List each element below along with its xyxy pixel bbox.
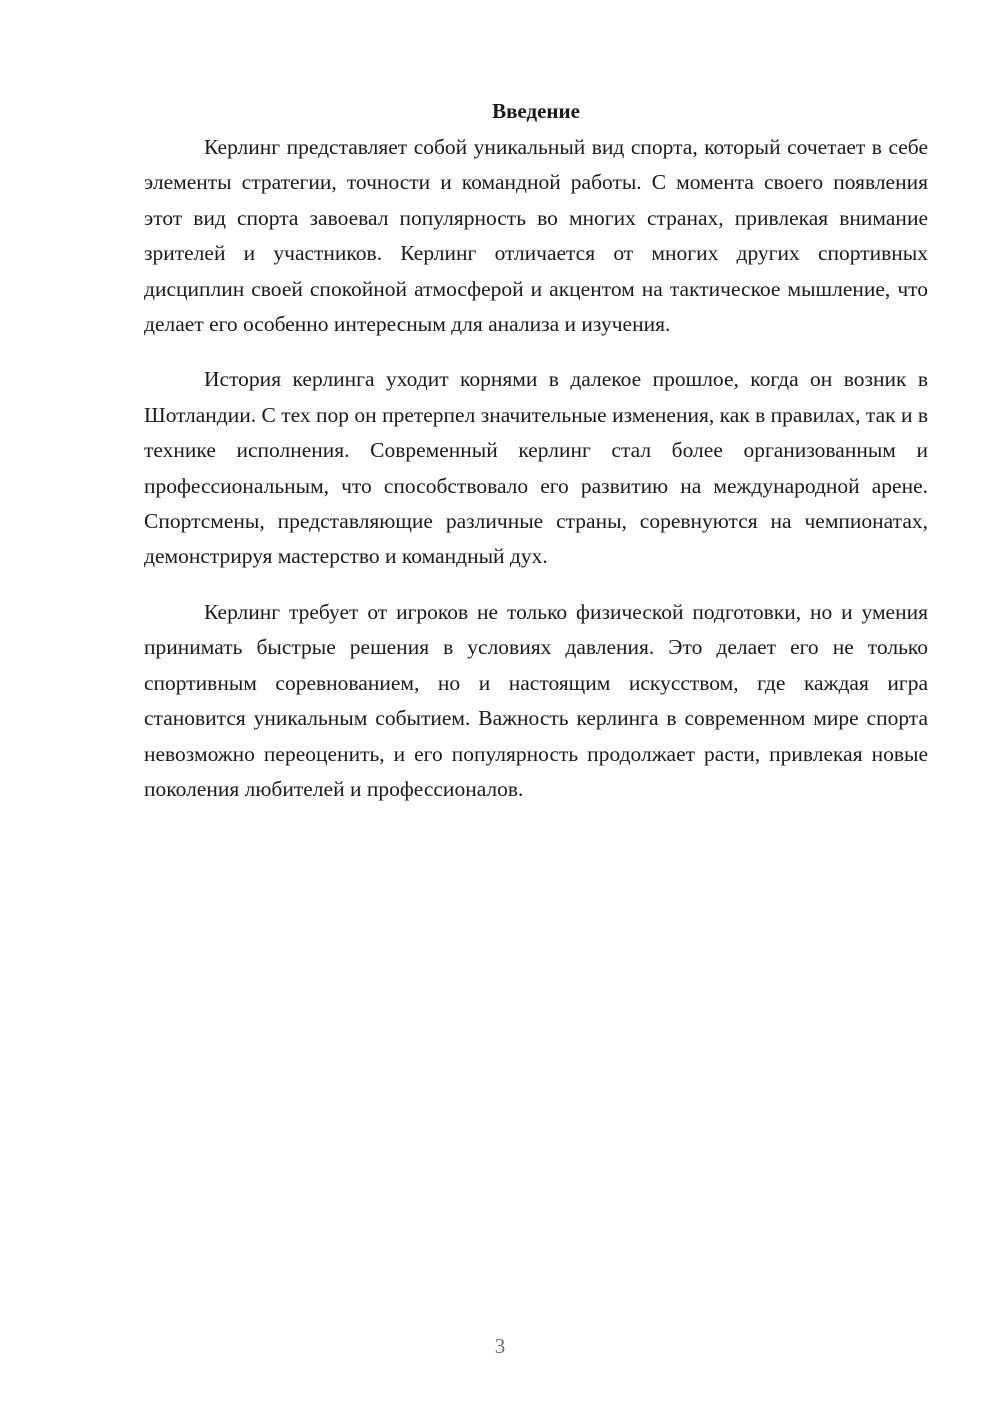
paragraph: Керлинг представляет собой уникальный вид спорта, который сочетает в себе элементы стратегии, точности и командной работы. С момента своего появления этот вид спорта завоевал популярность во многих странах, привлекая внимание зрителей и участников. Керлинг отличается от многих других спортивных дисциплин своей спокойной атмосферой и акцентом на тактическое мышление, что делает его особенно интересным для анализа и изучения.	[144, 135, 928, 337]
section-title: Введение	[492, 99, 580, 123]
page-number: 3	[494, 1334, 506, 1358]
paragraph: История керлинга уходит корнями в далекое прошлое, когда он возник в Шотландии. С тех пор он претерпел значительные изменения, как в правилах, так и в технике исполнения. Современный керлинг стал более организованным и профессиональным, что способствовало его развитию на международной арене. Спортсмены, представляющие различные страны, соревнуются на чемпионатах, демонстрируя мастерство и командный дух.	[144, 367, 928, 569]
paragraph: Керлинг требует от игроков не только физической подготовки, но и умения принимать быстрые решения в условиях давления. Это делает его не только спортивным соревнованием, но и настоящим искусством, где каждая игра становится уникальным событием. Важность керлинга в современном мире спорта невозможно переоценить, и его популярность продолжает расти, привлекая новые поколения любителей и профессионалов.	[144, 599, 928, 801]
page-content	[144, 96, 928, 827]
